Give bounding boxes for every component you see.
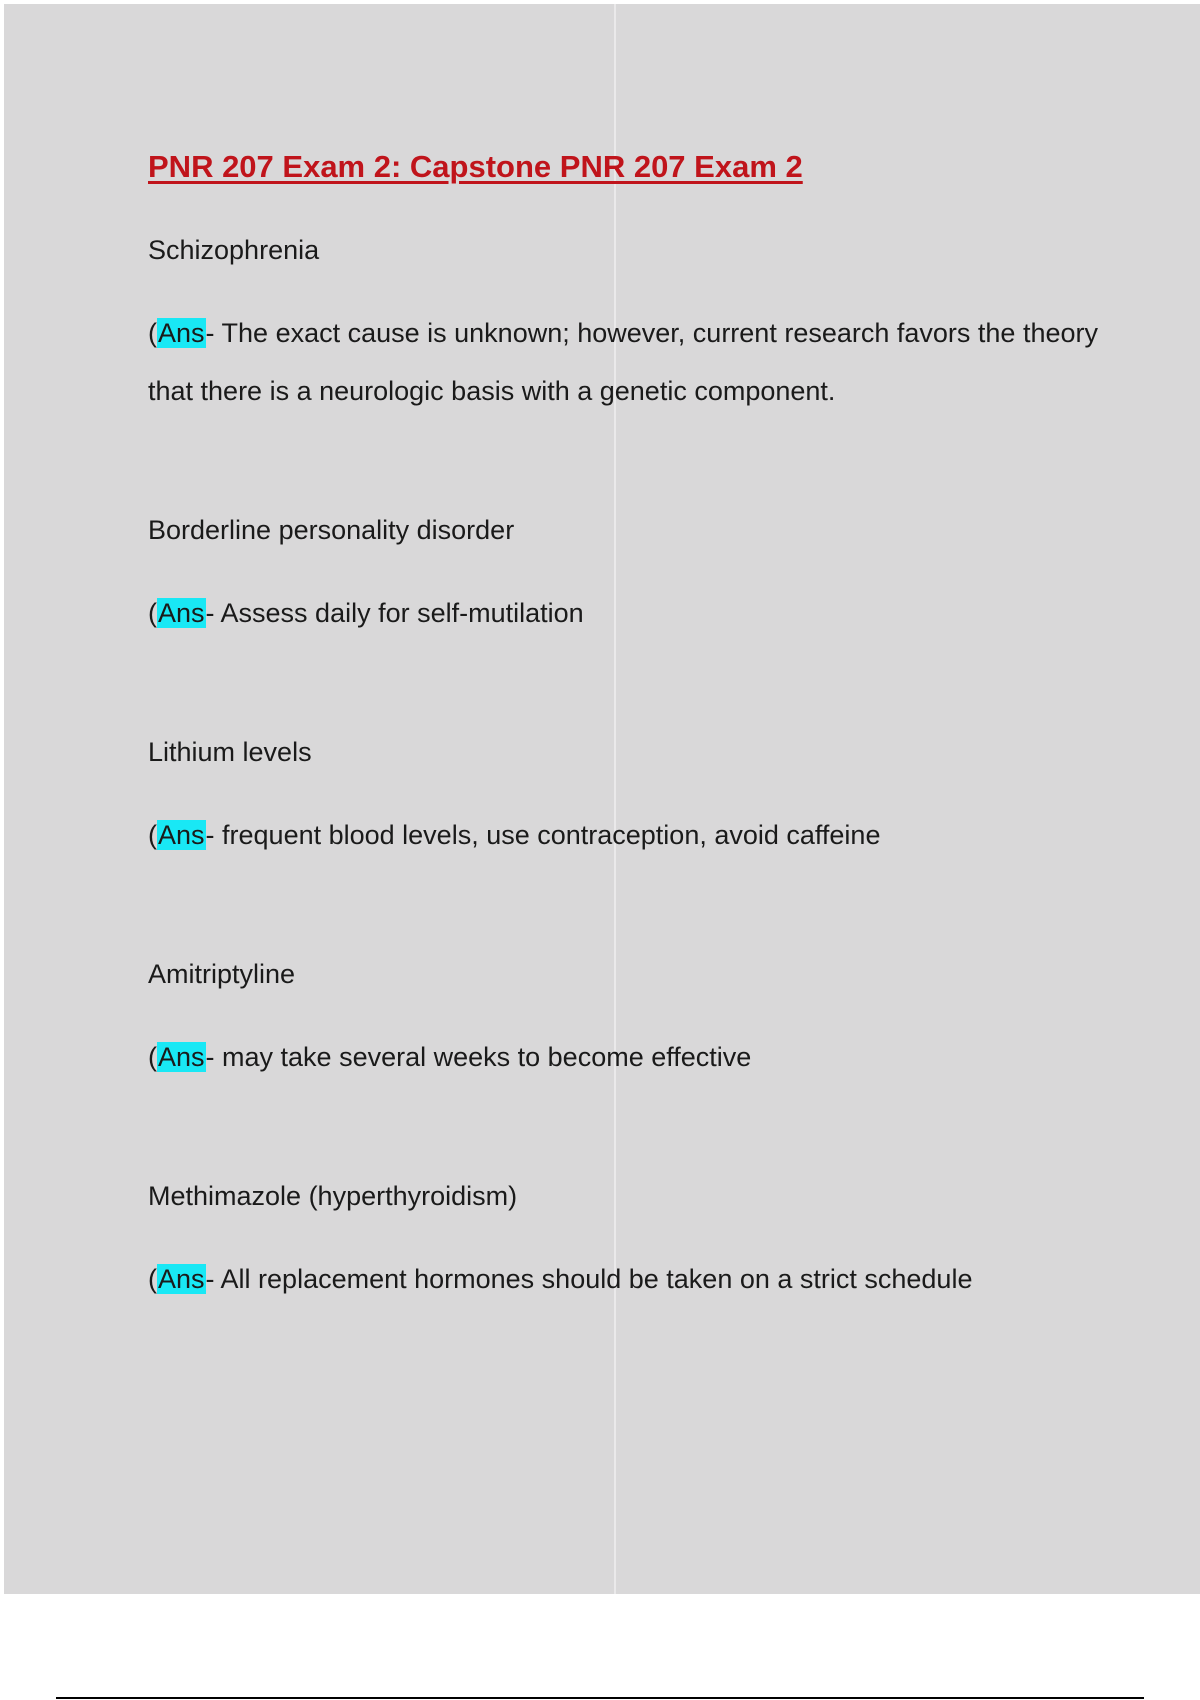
answer-text: [148, 806, 1108, 864]
answer-text: [148, 1028, 1108, 1086]
question-text: Amitriptyline: [148, 959, 296, 990]
ans-highlight: Ans: [158, 1042, 205, 1073]
answer-body: - Assess daily for self-mutilation: [205, 598, 584, 629]
ans-highlight: Ans: [158, 1264, 205, 1295]
document-body: [148, 150, 1108, 1308]
question-text: Borderline personality disorder: [148, 515, 515, 546]
answer-open-paren: (: [148, 1042, 157, 1073]
question-text: Lithium levels: [148, 737, 312, 768]
question-text: Schizophrenia: [148, 235, 320, 266]
answer-body: - The exact cause is unknown; however, current research favors the theory that there is a neurologic basis with a genetic component.: [148, 318, 1098, 407]
answer-body: - may take several weeks to become effective: [205, 1042, 752, 1073]
document-title: PNR 207 Exam 2: Capstone PNR 207 Exam 2: [148, 149, 803, 184]
answer-body: - All replacement hormones should be taken on a strict schedule: [205, 1264, 973, 1295]
answer-open-paren: (: [148, 598, 157, 629]
answer-text: [148, 584, 1108, 642]
answer-text: [148, 304, 1108, 420]
answer-open-paren: (: [148, 318, 157, 349]
answer-open-paren: (: [148, 1264, 157, 1295]
qa-item: [148, 1176, 1108, 1308]
qa-item: [148, 732, 1108, 864]
answer-open-paren: (: [148, 820, 157, 851]
qa-item: [148, 954, 1108, 1086]
question-text: Methimazole (hyperthyroidism): [148, 1181, 518, 1212]
ans-highlight: Ans: [158, 598, 205, 629]
footer-rule: [56, 1697, 1144, 1699]
ans-highlight: Ans: [158, 318, 205, 349]
qa-item: [148, 230, 1108, 420]
answer-body: - frequent blood levels, use contraception, avoid caffeine: [205, 820, 881, 851]
answer-text: [148, 1250, 1108, 1308]
ans-highlight: Ans: [158, 820, 205, 851]
qa-item: [148, 510, 1108, 642]
